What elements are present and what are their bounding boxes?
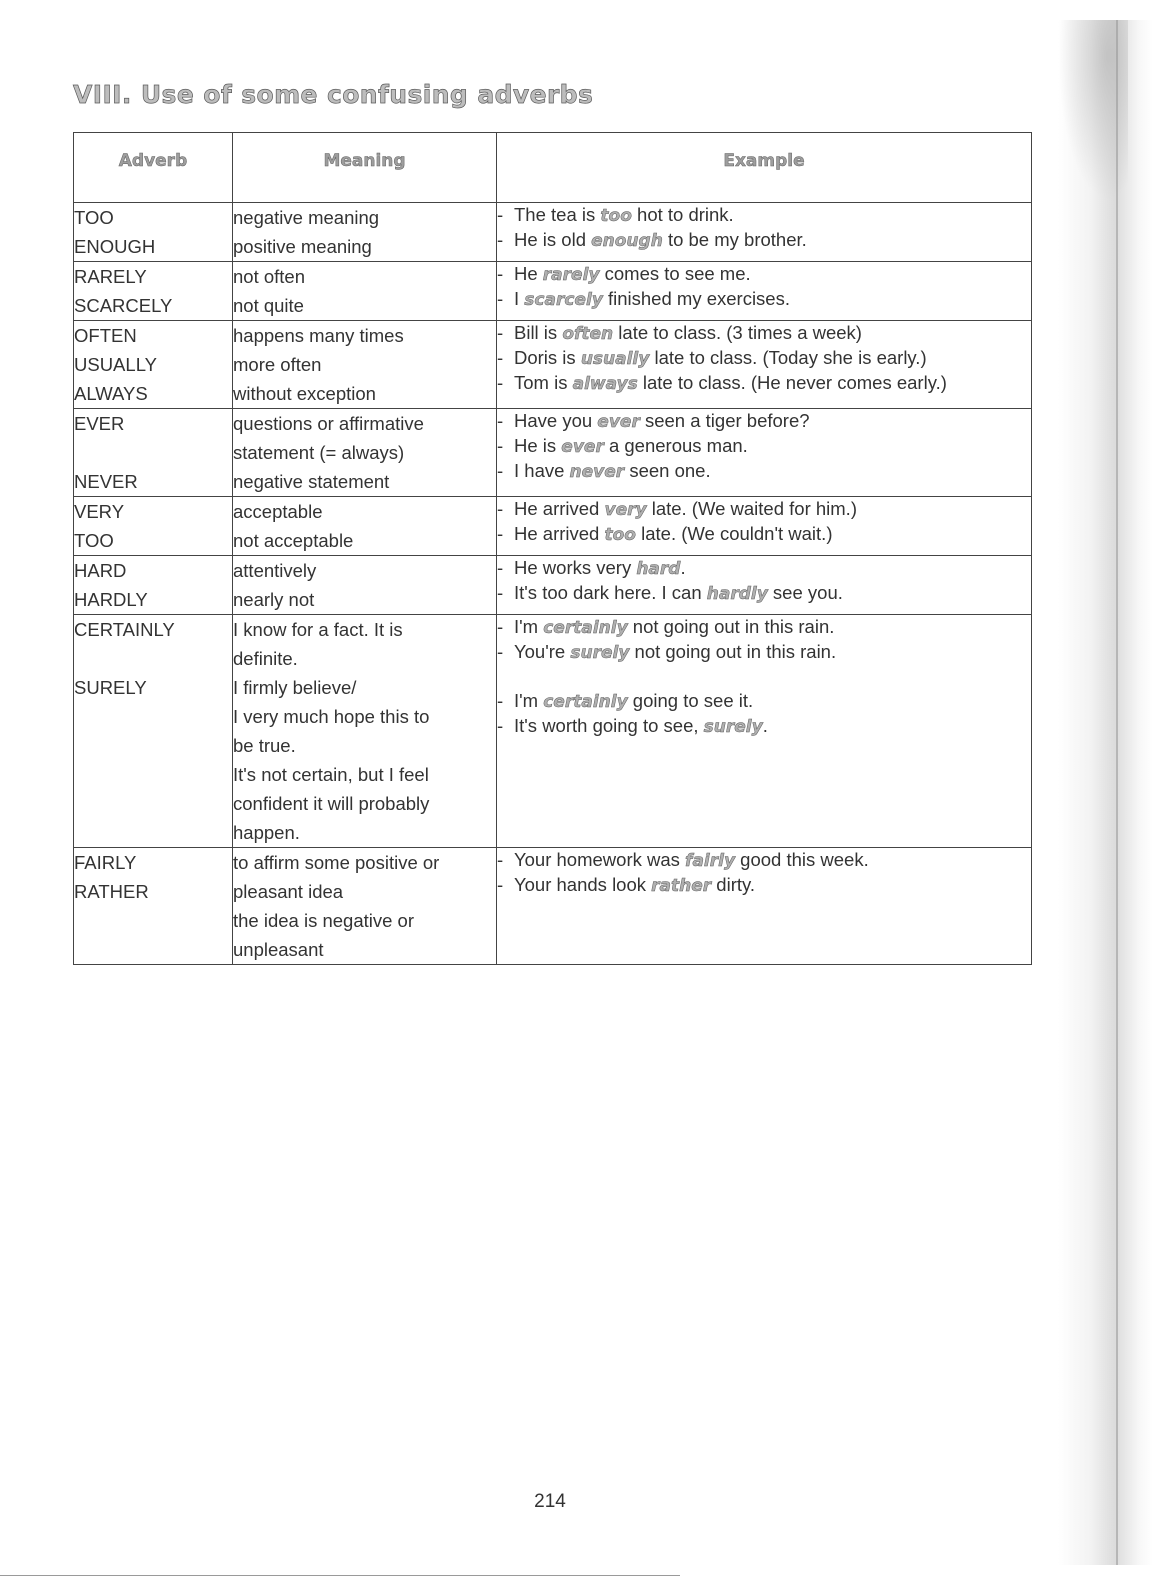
example-text: late to class. (He never comes early.) bbox=[637, 372, 947, 393]
adverb-word: EVER bbox=[74, 413, 125, 434]
example-text: He is old bbox=[514, 229, 592, 250]
meaning-text: confident it will probably bbox=[233, 793, 430, 814]
example-text: seen one. bbox=[624, 460, 711, 481]
example-cell bbox=[497, 556, 1032, 615]
meaning-text: positive meaning bbox=[233, 236, 372, 257]
page-title: VIII. Use of some confusing adverbs bbox=[73, 80, 594, 109]
example-keyword: ever bbox=[561, 437, 604, 457]
example-sentence bbox=[497, 287, 1031, 312]
example-keyword: too bbox=[600, 206, 632, 226]
scan-bottom-line bbox=[0, 1575, 680, 1576]
table-row bbox=[74, 848, 1032, 965]
meaning-text: pleasant idea bbox=[233, 881, 344, 902]
table-row bbox=[74, 409, 1032, 497]
example-keyword: hard bbox=[636, 559, 681, 579]
dash-bullet: - bbox=[497, 874, 504, 895]
adverb-word: HARD bbox=[74, 560, 127, 581]
example-text: to be my brother. bbox=[662, 229, 807, 250]
meaning-cell bbox=[233, 497, 497, 556]
meaning-cell bbox=[233, 848, 497, 965]
example-sentence bbox=[497, 321, 1031, 346]
table-row bbox=[74, 262, 1032, 321]
example-cell bbox=[497, 203, 1032, 262]
example-text: late to class. (3 times a week) bbox=[613, 322, 862, 343]
dash-bullet: - bbox=[497, 288, 504, 309]
example-sentence bbox=[497, 615, 1031, 640]
meaning-text: more often bbox=[233, 354, 322, 375]
header-adverb: Adverb bbox=[74, 133, 233, 203]
example-keyword: surely bbox=[570, 643, 630, 663]
example-text: It's too dark here. I can bbox=[514, 582, 707, 603]
example-keyword: rather bbox=[651, 876, 712, 896]
adverb-word: RARELY bbox=[74, 266, 147, 287]
example-text: not going out in this rain. bbox=[629, 641, 837, 662]
example-text: not going out in this rain. bbox=[627, 616, 835, 637]
example-sentence bbox=[497, 522, 1031, 547]
example-keyword: very bbox=[604, 500, 647, 520]
adverb-cell bbox=[74, 321, 233, 409]
example-text: Bill is bbox=[514, 322, 563, 343]
dash-bullet: - bbox=[497, 460, 504, 481]
meaning-text: happens many times bbox=[233, 325, 404, 346]
adverb-word: OFTEN bbox=[74, 325, 137, 346]
example-text: I'm bbox=[514, 616, 544, 637]
meaning-cell bbox=[233, 556, 497, 615]
adverb-cell bbox=[74, 497, 233, 556]
example-text: Your homework was bbox=[514, 849, 686, 870]
meaning-text: not often bbox=[233, 266, 306, 287]
example-sentence bbox=[497, 689, 1031, 714]
adverb-cell bbox=[74, 409, 233, 497]
example-cell bbox=[497, 497, 1032, 556]
adverb-word: HARDLY bbox=[74, 589, 148, 610]
adverb-cell bbox=[74, 615, 233, 848]
scan-edge-shadow bbox=[1058, 20, 1153, 1565]
meaning-text: negative statement bbox=[233, 471, 390, 492]
meaning-text: negative meaning bbox=[233, 207, 380, 228]
example-sentence bbox=[497, 556, 1031, 581]
meaning-cell bbox=[233, 262, 497, 321]
example-text: Have you bbox=[514, 410, 598, 431]
meaning-cell bbox=[233, 203, 497, 262]
example-text: good this week. bbox=[735, 849, 869, 870]
meaning-cell bbox=[233, 409, 497, 497]
example-sentence bbox=[497, 714, 1031, 739]
example-sentence bbox=[497, 434, 1031, 459]
adverb-cell bbox=[74, 848, 233, 965]
example-keyword: never bbox=[569, 462, 625, 482]
meaning-text: statement (= always) bbox=[233, 442, 405, 463]
example-sentence bbox=[497, 262, 1031, 287]
table-row bbox=[74, 497, 1032, 556]
example-text: comes to see me. bbox=[599, 263, 751, 284]
example-text: He arrived bbox=[514, 498, 605, 519]
meaning-text: I very much hope this to bbox=[233, 706, 430, 727]
dash-bullet: - bbox=[497, 849, 504, 870]
meaning-text: attentively bbox=[233, 560, 317, 581]
meaning-text: questions or affirmative bbox=[233, 413, 424, 434]
dash-bullet: - bbox=[497, 616, 504, 637]
dash-bullet: - bbox=[497, 582, 504, 603]
page-number: 214 bbox=[534, 1491, 566, 1512]
adverb-word: VERY bbox=[74, 501, 125, 522]
example-text: seen a tiger before? bbox=[639, 410, 810, 431]
example-text: It's worth going to see, bbox=[514, 715, 704, 736]
meaning-cell bbox=[233, 321, 497, 409]
adverb-word: NEVER bbox=[74, 471, 138, 492]
example-sentence bbox=[497, 371, 1031, 396]
meaning-text: not acceptable bbox=[233, 530, 354, 551]
example-sentence bbox=[497, 581, 1031, 606]
meaning-text: I firmly believe/ bbox=[233, 677, 357, 698]
example-text: He bbox=[514, 263, 543, 284]
example-text: dirty. bbox=[711, 874, 756, 895]
example-text: late to class. (Today she is early.) bbox=[649, 347, 927, 368]
example-sentence bbox=[497, 409, 1031, 434]
dash-bullet: - bbox=[497, 347, 504, 368]
adverb-word: USUALLY bbox=[74, 354, 157, 375]
dash-bullet: - bbox=[497, 204, 504, 225]
table-row bbox=[74, 615, 1032, 848]
example-text: The tea is bbox=[514, 204, 601, 225]
example-keyword: always bbox=[572, 374, 638, 394]
meaning-text: unpleasant bbox=[233, 939, 324, 960]
example-text: . bbox=[762, 715, 768, 736]
example-keyword: hardly bbox=[706, 584, 768, 604]
example-keyword: scarcely bbox=[524, 290, 603, 310]
example-cell bbox=[497, 262, 1032, 321]
example-text: Tom is bbox=[514, 372, 573, 393]
example-text: I bbox=[514, 288, 525, 309]
adverb-cell bbox=[74, 203, 233, 262]
dash-bullet: - bbox=[497, 435, 504, 456]
table-row bbox=[74, 203, 1032, 262]
meaning-text: acceptable bbox=[233, 501, 323, 522]
example-keyword: surely bbox=[703, 717, 763, 737]
meaning-text: It's not certain, but I feel bbox=[233, 764, 429, 785]
header-example: Example bbox=[497, 133, 1032, 203]
example-text: late. (We waited for him.) bbox=[646, 498, 857, 519]
dash-bullet: - bbox=[497, 715, 504, 736]
example-keyword: certainly bbox=[543, 692, 628, 712]
adverb-word: ENOUGH bbox=[74, 236, 156, 257]
example-keyword: enough bbox=[591, 231, 663, 251]
example-text: see you. bbox=[767, 582, 843, 603]
example-sentence bbox=[497, 640, 1031, 665]
example-text: going to see it. bbox=[627, 690, 754, 711]
example-sentence bbox=[497, 228, 1031, 253]
meaning-text: without exception bbox=[233, 383, 376, 404]
example-text: Doris is bbox=[514, 347, 581, 368]
adverb-table bbox=[73, 132, 1032, 965]
adverb-word: SCARCELY bbox=[74, 295, 173, 316]
adverb-word: FAIRLY bbox=[74, 852, 137, 873]
adverb-word: CERTAINLY bbox=[74, 619, 175, 640]
meaning-text: not quite bbox=[233, 295, 304, 316]
dash-bullet: - bbox=[497, 641, 504, 662]
example-keyword: fairly bbox=[685, 851, 736, 871]
meaning-text: I know for a fact. It is bbox=[233, 619, 403, 640]
example-text: hot to drink. bbox=[631, 204, 734, 225]
example-sentence bbox=[497, 873, 1031, 898]
adverb-word: TOO bbox=[74, 207, 114, 228]
example-cell bbox=[497, 848, 1032, 965]
table-row bbox=[74, 321, 1032, 409]
example-sentence bbox=[497, 346, 1031, 371]
example-text: I have bbox=[514, 460, 570, 481]
header-meaning: Meaning bbox=[233, 133, 497, 203]
meaning-text: be true. bbox=[233, 735, 296, 756]
example-text: He arrived bbox=[514, 523, 605, 544]
example-keyword: rarely bbox=[542, 265, 600, 285]
adverb-word: ALWAYS bbox=[74, 383, 148, 404]
adverb-cell bbox=[74, 556, 233, 615]
adverb-word: TOO bbox=[74, 530, 114, 551]
dash-bullet: - bbox=[497, 523, 504, 544]
table-row bbox=[74, 556, 1032, 615]
dash-bullet: - bbox=[497, 322, 504, 343]
adverb-word bbox=[74, 438, 232, 467]
example-sentence bbox=[497, 848, 1031, 873]
dash-bullet: - bbox=[497, 498, 504, 519]
example-text: He is bbox=[514, 435, 562, 456]
meaning-text: to affirm some positive or bbox=[233, 852, 440, 873]
example-keyword: too bbox=[604, 525, 636, 545]
adverb-word bbox=[74, 644, 232, 673]
meaning-text: nearly not bbox=[233, 589, 315, 610]
example-keyword: ever bbox=[597, 412, 640, 432]
example-text: finished my exercises. bbox=[602, 288, 790, 309]
example-keyword: often bbox=[562, 324, 614, 344]
example-text: late. (We couldn't wait.) bbox=[635, 523, 833, 544]
meaning-cell bbox=[233, 615, 497, 848]
example-cell bbox=[497, 409, 1032, 497]
table-header-row bbox=[74, 133, 1032, 203]
dash-bullet: - bbox=[497, 229, 504, 250]
dash-bullet: - bbox=[497, 410, 504, 431]
example-text: a generous man. bbox=[603, 435, 748, 456]
example-sentence bbox=[497, 203, 1031, 228]
dash-bullet: - bbox=[497, 372, 504, 393]
example-keyword: certainly bbox=[543, 618, 628, 638]
example-text: He works very bbox=[514, 557, 637, 578]
example-sentence bbox=[497, 459, 1031, 484]
adverb-word: RATHER bbox=[74, 881, 149, 902]
meaning-text: definite. bbox=[233, 648, 298, 669]
example-text: Your hands look bbox=[514, 874, 652, 895]
example-text: I'm bbox=[514, 690, 544, 711]
example-keyword: usually bbox=[580, 349, 650, 369]
meaning-text: happen. bbox=[233, 822, 300, 843]
table-body bbox=[74, 203, 1032, 965]
meaning-text: the idea is negative or bbox=[233, 910, 415, 931]
adverb-word: SURELY bbox=[74, 677, 147, 698]
dash-bullet: - bbox=[497, 690, 504, 711]
example-cell bbox=[497, 321, 1032, 409]
dash-bullet: - bbox=[497, 263, 504, 284]
example-cell bbox=[497, 615, 1032, 848]
example-text: You're bbox=[514, 641, 571, 662]
dash-bullet: - bbox=[497, 557, 504, 578]
example-text: . bbox=[680, 557, 686, 578]
example-sentence bbox=[497, 497, 1031, 522]
adverb-cell bbox=[74, 262, 233, 321]
